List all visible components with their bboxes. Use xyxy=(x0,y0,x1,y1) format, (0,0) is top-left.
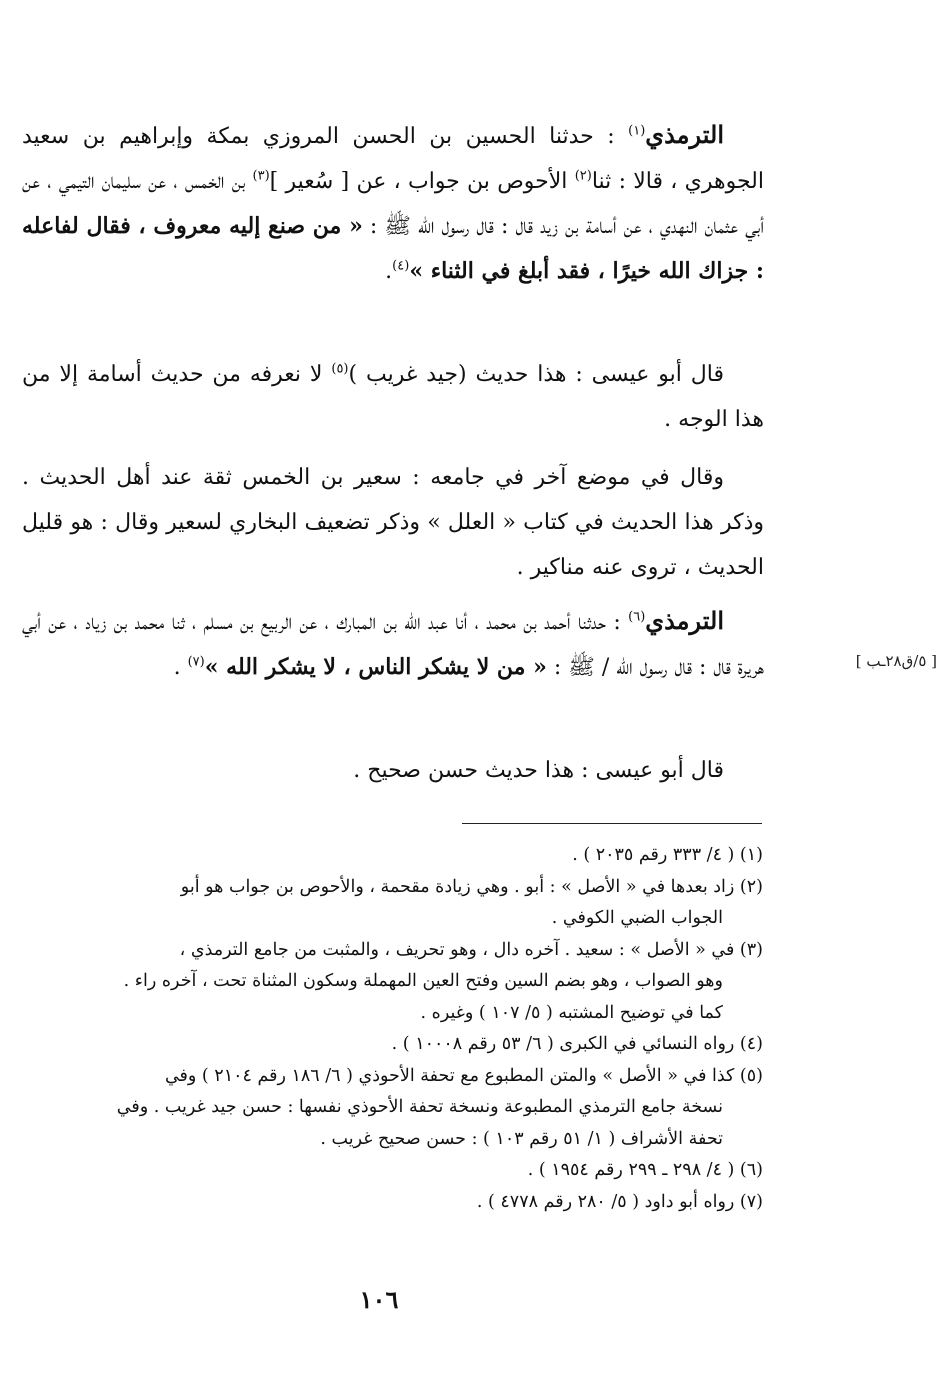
footnote-ref: (٥) xyxy=(331,361,349,377)
hadith-paragraph-2 xyxy=(22,598,764,690)
source-heading: الترمذي xyxy=(645,606,724,635)
footnote xyxy=(16,1187,763,1219)
footnote xyxy=(16,1155,763,1187)
footnote-line: (٦) ( ٤/ ٢٩٨ ـ ٢٩٩ رقم ١٩٥٤ ) . xyxy=(527,1160,763,1180)
manuscript-folio-marker: [ ٥/ق٢٨ـب ] xyxy=(855,652,937,670)
isnad-text: بن الخمس ، عن سليمان التيمي ، عن أبي عثمان النهدي ، عن أسامة بن زيد قال : قال رسول الله ﷺ : xyxy=(22,169,764,239)
footnote xyxy=(16,1061,763,1156)
commentary-paragraph-3 xyxy=(22,748,764,793)
footnote-line: الجواب الضبي الكوفي . xyxy=(551,908,723,928)
hadith-matn: « من صنع إليه معروف ، فقال لفاعله : جزاك الله خيرًا ، فقد أبلغ في الثناء » xyxy=(22,213,764,284)
sentence-end: . xyxy=(385,259,393,284)
sentence-end: . xyxy=(173,655,188,680)
footnotes xyxy=(16,840,763,1218)
footnote-line: (٤) رواه النسائي في الكبرى ( ٦/ ٥٣ رقم ١٠٠٠٨ ) . xyxy=(391,1034,763,1054)
isnad-text: : حدثنا الحسين بن الحسن المروزي بمكة وإبراهيم بن سعيد الجوهري ، قالا : ثنا xyxy=(22,124,764,194)
footnote-line: كما في توضيح المشتبه ( ٥/ ١٠٧ ) وغيره . xyxy=(420,1002,723,1023)
footnote-line: (٧) رواه أبو داود ( ٥/ ٢٨٠ رقم ٤٧٧٨ ) . xyxy=(476,1191,763,1212)
paragraph-text: وقال في موضع آخر في جامعه : سعير بن الخمس ثقة عند أهل الحديث . وذكر هذا الحديث في كتاب « العلل » وذكر تضعيف البخاري لسعير وقال : هو قليل الحديث ، تروى عنه مناكير . xyxy=(22,465,764,580)
footnote-ref: (٦) xyxy=(628,609,646,625)
footnote-ref: (٢) xyxy=(574,168,592,184)
footnote-line: (٥) كذا في « الأصل » والمتن المطبوع مع تحفة الأحوذي ( ٦/ ١٨٦ رقم ٢١٠٤ ) وفي xyxy=(164,1065,763,1086)
commentary-text: لا نعرفه من حديث أسامة إلا من هذا الوجه . xyxy=(22,362,764,432)
paragraph-text xyxy=(22,352,764,442)
footnote-ref: (٧) xyxy=(187,654,205,670)
footnote xyxy=(16,840,763,872)
footnote-line: (٣) في « الأصل » : سعيد . آخره دال ، وهو تحريف ، والمثبت من جامع الترمذي ، xyxy=(179,939,763,960)
footnote-line: نسخة جامع الترمذي المطبوعة ونسخة تحفة الأحوذي نفسها : حسن جيد غريب . وفي xyxy=(116,1097,723,1117)
page-number: ١٠٦ xyxy=(359,1285,399,1314)
hadith-paragraph-1 xyxy=(22,112,764,294)
footnote-separator xyxy=(462,823,762,824)
isnad-text: الأحوص بن جواب ، عن [ سُعير ] xyxy=(269,169,575,194)
footnote xyxy=(16,935,763,1030)
isnad-text: : حدثنا أحمد بن محمد ، أنا عبد الله بن المبارك ، عن الربيع بن مسلم ، ثنا محمد بن زياد ، عن أبي هريرة قال : قال رسول الله / ﷺ : xyxy=(22,610,764,680)
source-heading: الترمذي xyxy=(645,120,724,149)
commentary-paragraph-2 xyxy=(22,455,764,590)
commentary-paragraph-1 xyxy=(22,352,764,442)
footnote-ref: (٤) xyxy=(392,258,410,274)
footnote-line: تحفة الأشراف ( ١/ ٥١ رقم ١٠٣ ) : حسن صحيح غريب . xyxy=(320,1128,723,1149)
footnote xyxy=(16,1029,763,1061)
paragraph-text xyxy=(22,598,764,690)
footnote xyxy=(16,872,763,935)
paragraph-text: قال أبو عيسى : هذا حديث حسن صحيح . xyxy=(353,758,724,783)
footnote-line: وهو الصواب ، وهو بضم السين وفتح العين المهملة وسكون المثناة تحت ، آخره راء . xyxy=(123,971,723,991)
footnote-line: (١) ( ٤/ ٣٣٣ رقم ٢٠٣٥ ) . xyxy=(572,845,763,865)
footnote-ref: (٣) xyxy=(252,168,270,184)
paragraph-text xyxy=(22,112,764,294)
footnote-ref: (١) xyxy=(628,123,646,139)
commentary-text: قال أبو عيسى : هذا حديث (جيد غريب ) xyxy=(348,362,724,387)
footnote-line: (٢) زاد بعدها في « الأصل » : أبو . وهي زيادة مقحمة ، والأحوص بن جواب هو أبو xyxy=(180,876,763,897)
hadith-matn: « من لا يشكر الناس ، لا يشكر الله » xyxy=(204,654,547,680)
